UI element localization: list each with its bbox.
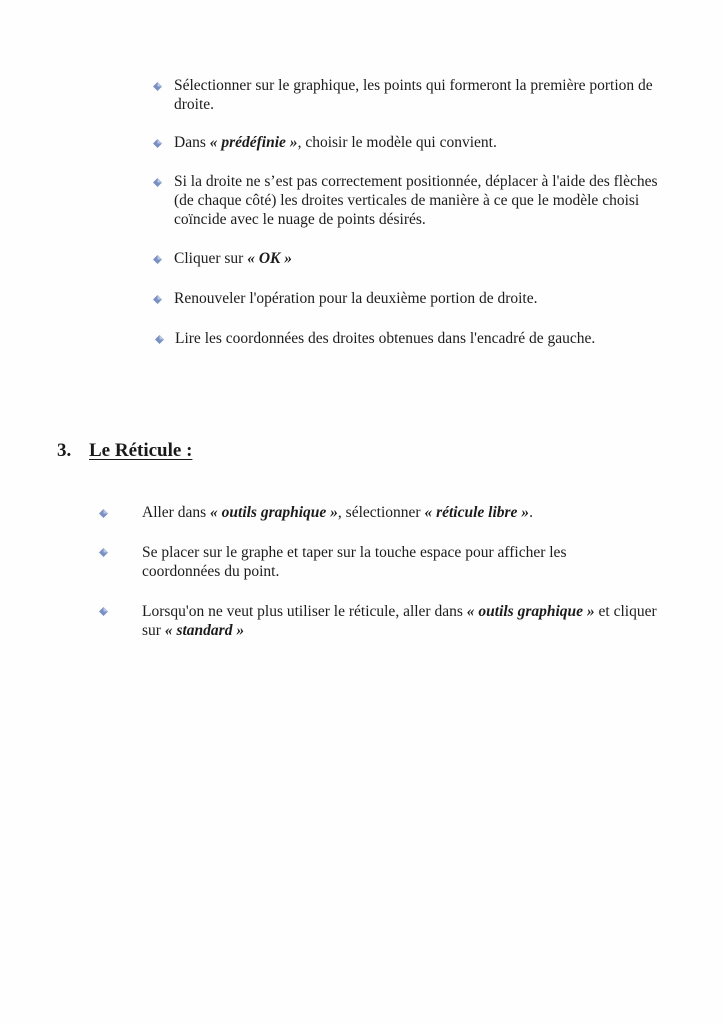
list-item <box>174 249 684 268</box>
list-item-text: Cliquer sur « OK » <box>174 250 292 267</box>
list-item <box>174 172 664 229</box>
list-item-text: Se placer sur le graphe et taper sur la touche espace pour afficher les coordonnées du point. <box>142 544 567 580</box>
list-item-text: Aller dans « outils graphique », sélectionner « réticule libre ». <box>142 504 533 521</box>
diamond-bullet-icon <box>153 295 162 304</box>
diamond-bullet-icon <box>155 335 164 344</box>
list-item-text: Si la droite ne s’est pas correctement positionnée, déplacer à l'aide des flèches (de chaque côté) les droites verticales de manière à ce que le modèle choisi coïncide avec le nuage de points désirés. <box>174 173 658 228</box>
diamond-bullet-icon <box>153 255 162 264</box>
list-item-text: Renouveler l'opération pour la deuxième portion de droite. <box>174 290 538 307</box>
list-item-text: Lorsqu'on ne veut plus utiliser le réticule, aller dans « outils graphique » et cliquer sur « standard » <box>142 603 657 639</box>
section-number: 3. <box>57 440 72 461</box>
list-item <box>174 76 684 114</box>
diamond-bullet-icon <box>153 139 162 148</box>
diamond-bullet-icon <box>153 178 162 187</box>
section-heading <box>57 440 192 462</box>
section-title: Le Réticule : <box>89 440 193 461</box>
diamond-bullet-icon <box>99 509 108 518</box>
list-item-text: Lire les coordonnées des droites obtenues dans l'encadré de gauche. <box>175 330 596 347</box>
list-item <box>142 602 667 640</box>
diamond-bullet-icon <box>153 82 162 91</box>
list-item-text: Sélectionner sur le graphique, les points qui formeront la première portion de droite. <box>174 77 653 113</box>
list-item-text: Dans « prédéfinie », choisir le modèle qui convient. <box>174 134 497 151</box>
list-item <box>174 289 684 308</box>
diamond-bullet-icon <box>99 607 108 616</box>
list-item <box>175 329 695 348</box>
list-item <box>174 133 684 152</box>
list-item <box>142 503 682 522</box>
list-item <box>142 543 622 581</box>
diamond-bullet-icon <box>99 548 108 557</box>
